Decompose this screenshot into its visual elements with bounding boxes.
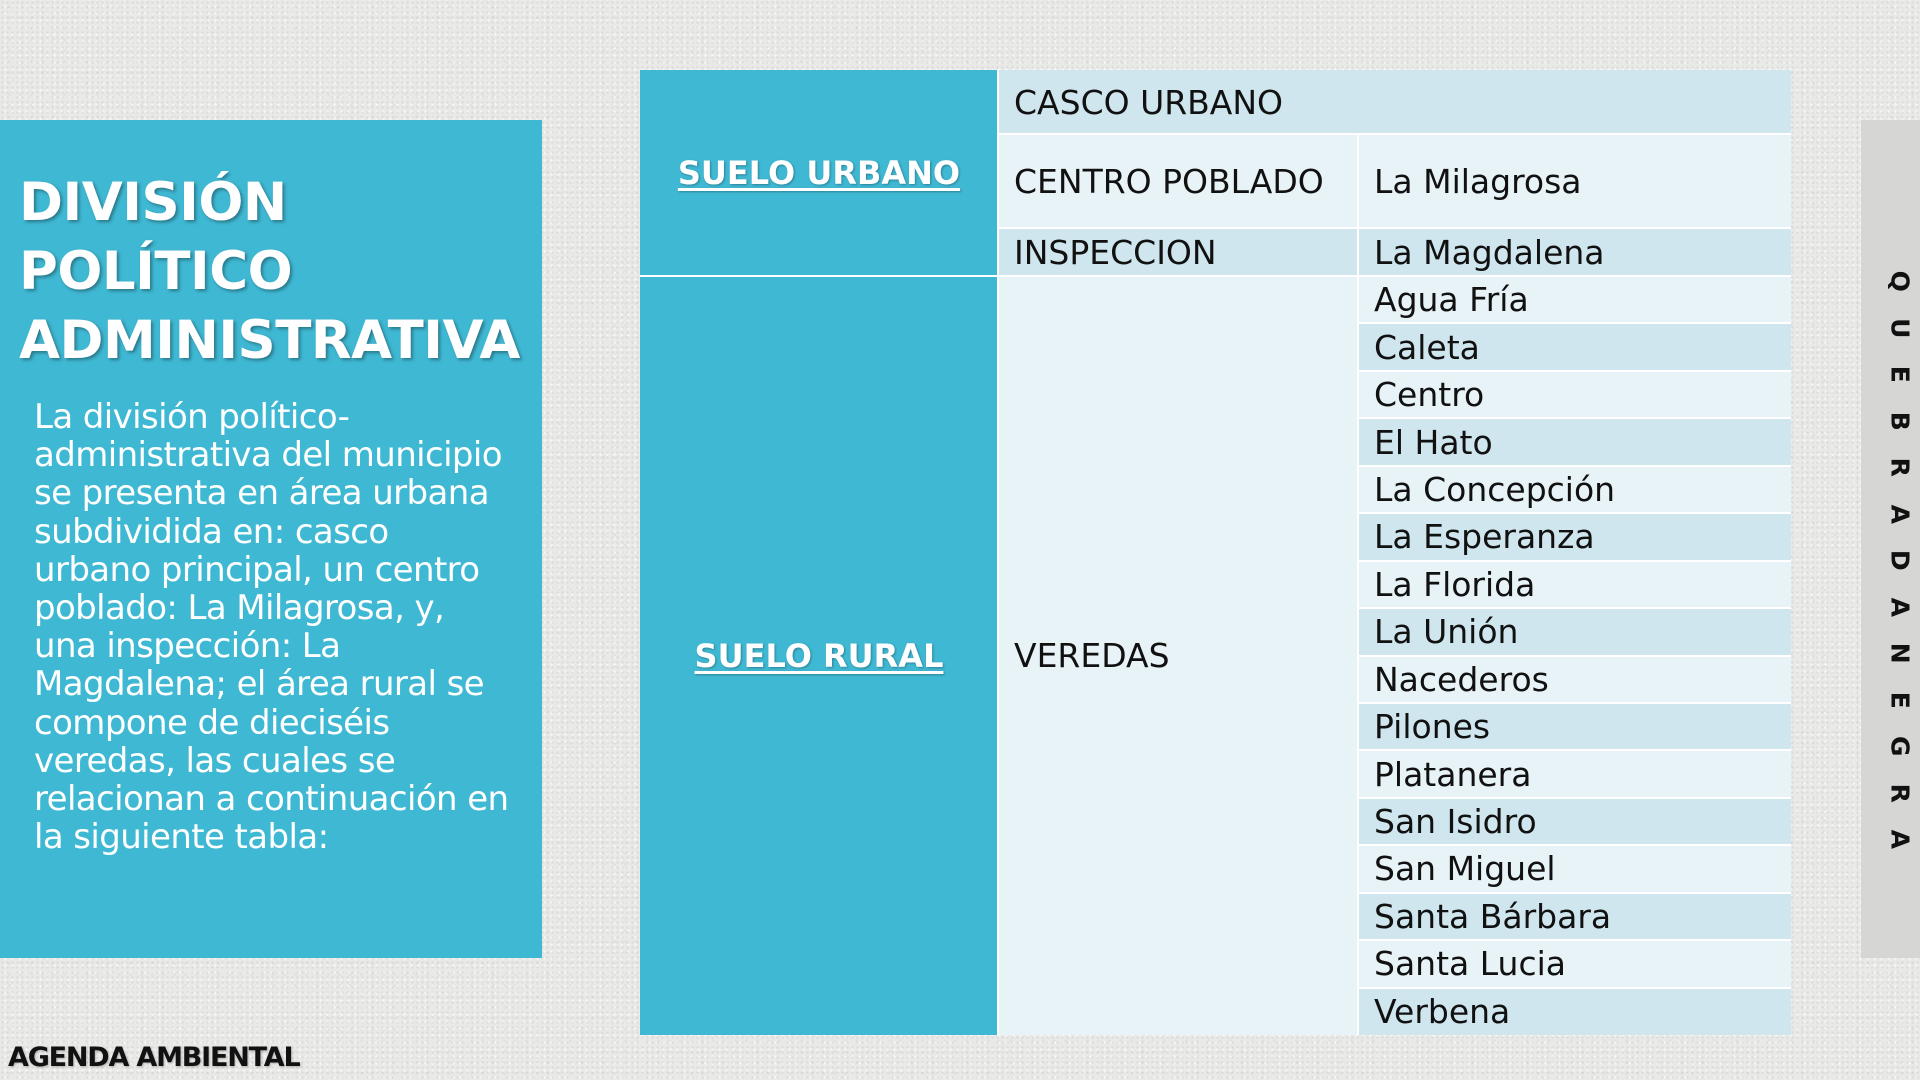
row-divider	[1358, 607, 1791, 609]
vereda-row: Platanera	[1358, 750, 1791, 797]
side-tab-letter: A	[1884, 829, 1914, 849]
vereda-row: Santa Lucia	[1358, 940, 1791, 987]
column-divider	[1357, 134, 1359, 276]
centro-poblado-label: CENTRO POBLADO	[998, 134, 1358, 228]
side-tab-letter: N	[1884, 642, 1914, 664]
centro-poblado-name: La Milagrosa	[1358, 134, 1791, 228]
title-line-2: POLÍTICO	[19, 241, 293, 302]
vereda-row: La Esperanza	[1358, 513, 1791, 560]
row-divider	[640, 275, 1791, 277]
title-panel	[0, 120, 542, 958]
page-title	[19, 168, 529, 375]
division-table	[640, 70, 1791, 1035]
row-divider	[998, 227, 1791, 229]
inspeccion-label: INSPECCION	[998, 228, 1358, 276]
row-divider	[1358, 892, 1791, 894]
title-line-1: DIVISIÓN	[19, 172, 287, 233]
side-tab-letter: R	[1884, 783, 1914, 803]
row-divider	[1358, 987, 1791, 989]
row-divider	[1358, 417, 1791, 419]
side-tab-letter: R	[1884, 457, 1914, 477]
vereda-row: Verbena	[1358, 988, 1791, 1035]
row-divider	[1358, 465, 1791, 467]
category-suelo-rural: SUELO RURAL	[640, 276, 998, 1035]
side-tab-letters	[1861, 258, 1920, 863]
column-divider	[997, 70, 999, 1035]
casco-urbano-cell: CASCO URBANO	[998, 70, 1791, 134]
row-divider	[1358, 370, 1791, 372]
side-tab-letter: G	[1884, 735, 1914, 757]
vereda-row: El Hato	[1358, 418, 1791, 465]
inspeccion-name: La Magdalena	[1358, 228, 1791, 276]
row-divider	[1358, 749, 1791, 751]
vereda-row: La Unión	[1358, 608, 1791, 655]
side-tab-letter: B	[1884, 411, 1914, 431]
vereda-row: Agua Fría	[1358, 276, 1791, 323]
vereda-row: Santa Bárbara	[1358, 893, 1791, 940]
veredas-label: VEREDAS	[998, 276, 1358, 1035]
description-text: La división político-administrativa del municipio se presenta en área urbana subdividida en: casco urbano principal, un centro poblado: La Milagrosa, y, una inspección: La Magdalena; el área rural se compone de dieciséis veredas, las cuales se relacionan a continuación en la siguiente tabla:	[34, 397, 509, 858]
row-divider	[1358, 939, 1791, 941]
row-divider	[1358, 560, 1791, 562]
category-suelo-urbano: SUELO URBANO	[640, 70, 998, 276]
row-divider	[1358, 512, 1791, 514]
side-tab-letter: A	[1884, 504, 1914, 524]
vereda-row: Centro	[1358, 371, 1791, 418]
side-tab-letter: U	[1884, 317, 1914, 338]
side-tab-letter: E	[1884, 691, 1914, 709]
vereda-row: La Concepción	[1358, 466, 1791, 513]
column-divider	[1357, 276, 1359, 1035]
vereda-row: San Miguel	[1358, 845, 1791, 892]
vereda-row: La Florida	[1358, 561, 1791, 608]
side-tab-letter: Q	[1884, 270, 1914, 292]
vereda-row: Nacederos	[1358, 656, 1791, 703]
side-tab-letter: A	[1884, 597, 1914, 617]
footer-label: AGENDA AMBIENTAL	[8, 1042, 300, 1073]
row-divider	[1358, 797, 1791, 799]
row-divider	[1358, 844, 1791, 846]
side-tab	[1861, 120, 1920, 958]
vereda-row: San Isidro	[1358, 798, 1791, 845]
vereda-row: Caleta	[1358, 323, 1791, 370]
side-tab-letter: D	[1884, 549, 1914, 571]
vereda-row: Pilones	[1358, 703, 1791, 750]
side-tab-letter: E	[1884, 365, 1914, 383]
row-divider	[1358, 322, 1791, 324]
title-line-3: ADMINISTRATIVA	[19, 310, 520, 371]
row-divider	[998, 133, 1791, 135]
row-divider	[1358, 702, 1791, 704]
row-divider	[1358, 655, 1791, 657]
